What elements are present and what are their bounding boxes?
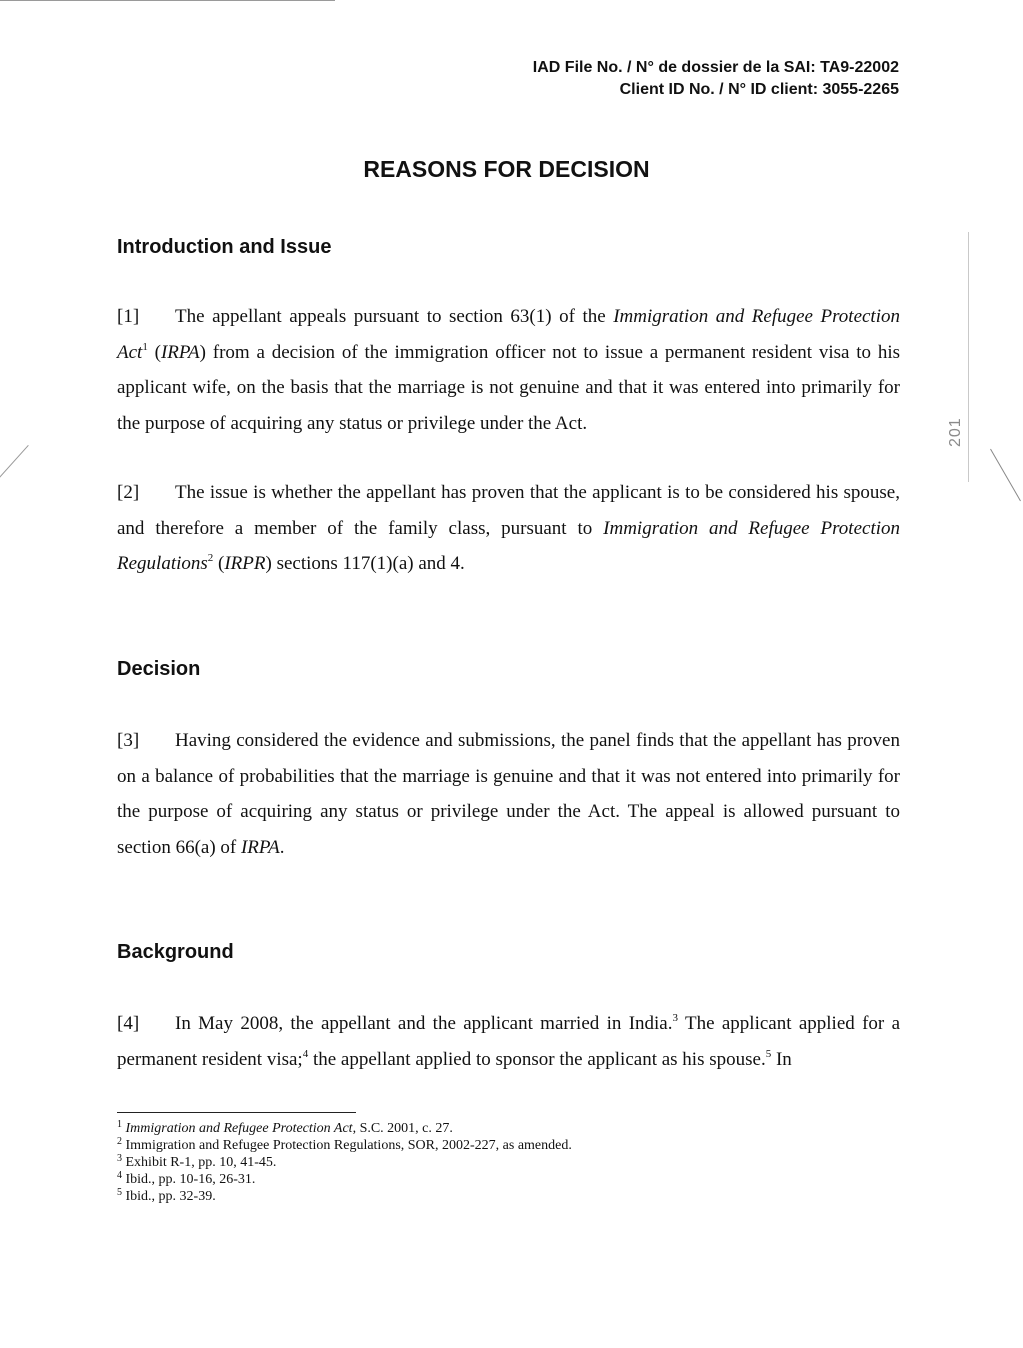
paragraph-text: ( (213, 553, 225, 574)
paragraph-text: . (279, 836, 285, 858)
paragraph-1 (117, 299, 900, 441)
iad-file-number: IAD File No. / N° de dossier de la SAI: TA9-22002 (532, 59, 899, 76)
statute-title: Immigration and Refugee Protection Act (117, 306, 900, 363)
footnote-4 (117, 1171, 877, 1188)
footnote-number: 4 (117, 1170, 122, 1181)
footnote-ref: 5 (765, 1047, 772, 1060)
paragraph-text: In May 2008, the appellant and the applicant married in India. (175, 1013, 673, 1034)
footnote-ref: 2 (207, 552, 214, 564)
paragraph-text: ) sections 117(1)(a) and 4. (265, 553, 465, 574)
scan-edge-mark (990, 449, 1021, 501)
footnote-ref: 3 (672, 1012, 678, 1024)
footnote-number: 1 (117, 1119, 122, 1130)
paragraph-text: ( (147, 341, 161, 363)
paragraph-text: The issue is whether the appellant has proven that the applicant is to be considered his spouse, and therefore a member of the family class, pursuant to (117, 482, 900, 539)
statute-abbrev: IRPA (240, 836, 280, 858)
footnote-3 (117, 1154, 877, 1171)
footnote-text: Ibid., pp. 32-39. (125, 1189, 216, 1204)
heading-decision: Decision (117, 658, 201, 680)
paragraph-4 (117, 1006, 900, 1077)
footnote-italic: Immigration and Refugee Protection Act (125, 1121, 353, 1136)
footnote-5 (117, 1188, 877, 1205)
footnote-1 (117, 1120, 877, 1137)
paragraph-2 (117, 475, 900, 582)
scan-top-rule (0, 0, 335, 1)
footnote-text: Exhibit R-1, pp. 10, 41-45. (125, 1155, 277, 1170)
footnotes (117, 1120, 877, 1205)
footnote-number: 5 (117, 1187, 122, 1198)
paragraph-number: [4] (117, 1013, 140, 1034)
footnote-number: 3 (117, 1153, 122, 1164)
statute-abbrev: IRPA (160, 341, 200, 363)
page-title: REASONS FOR DECISION (363, 156, 650, 182)
footnote-ref: 4 (302, 1047, 309, 1060)
date-stamp: 201 (947, 417, 964, 447)
footnote-number: 2 (117, 1136, 122, 1147)
paragraph-text: Having considered the evidence and submissions, the panel finds that the appellant has proven on a balance of probabilities that the marriage is genuine and that it was not entered into primarily for the purpose of acquiring any status or privilege under the Act. The appeal is allowed pursuant to section 66(a) of (117, 730, 900, 858)
paragraph-text: The applicant applied for a permanent resident visa; (117, 1013, 900, 1070)
footnote-text: Ibid., pp. 10-16, 26-31. (125, 1172, 256, 1187)
footnote-text: Immigration and Refugee Protection Regulations, SOR, 2002-227, as amended. (125, 1138, 572, 1153)
footnote-ref: 1 (142, 340, 148, 353)
paragraph-number: [1] (117, 306, 140, 327)
paragraph-number: [2] (117, 482, 140, 503)
heading-introduction: Introduction and Issue (117, 236, 332, 258)
paragraph-text: The appellant appeals pursuant to section 63(1) of the (175, 306, 614, 327)
paragraph-text: In (771, 1048, 792, 1070)
paragraph-text: ) from a decision of the immigration officer not to issue a permanent resident visa to his applicant wife, on the basis that the marriage is not genuine and that it was entered into primarily for the purpose of acquiring any status or privilege under the Act. (117, 341, 900, 434)
statute-abbrev: IRPR (224, 553, 266, 574)
paragraph-text: the appellant applied to sponsor the applicant as his spouse. (308, 1048, 766, 1070)
footnote-text: , S.C. 2001, c. 27. (352, 1121, 453, 1136)
footnote-2 (117, 1137, 877, 1154)
scan-pen-mark (0, 445, 29, 498)
footnote-divider (117, 1112, 356, 1113)
statute-title: Immigration and Refugee Protection Regulations (117, 517, 900, 574)
file-header (533, 57, 899, 101)
client-id-number: Client ID No. / N° ID client: 3055-2265 (619, 81, 899, 98)
heading-background: Background (117, 941, 234, 963)
paragraph-number: [3] (117, 730, 140, 751)
paragraph-3 (117, 723, 900, 865)
